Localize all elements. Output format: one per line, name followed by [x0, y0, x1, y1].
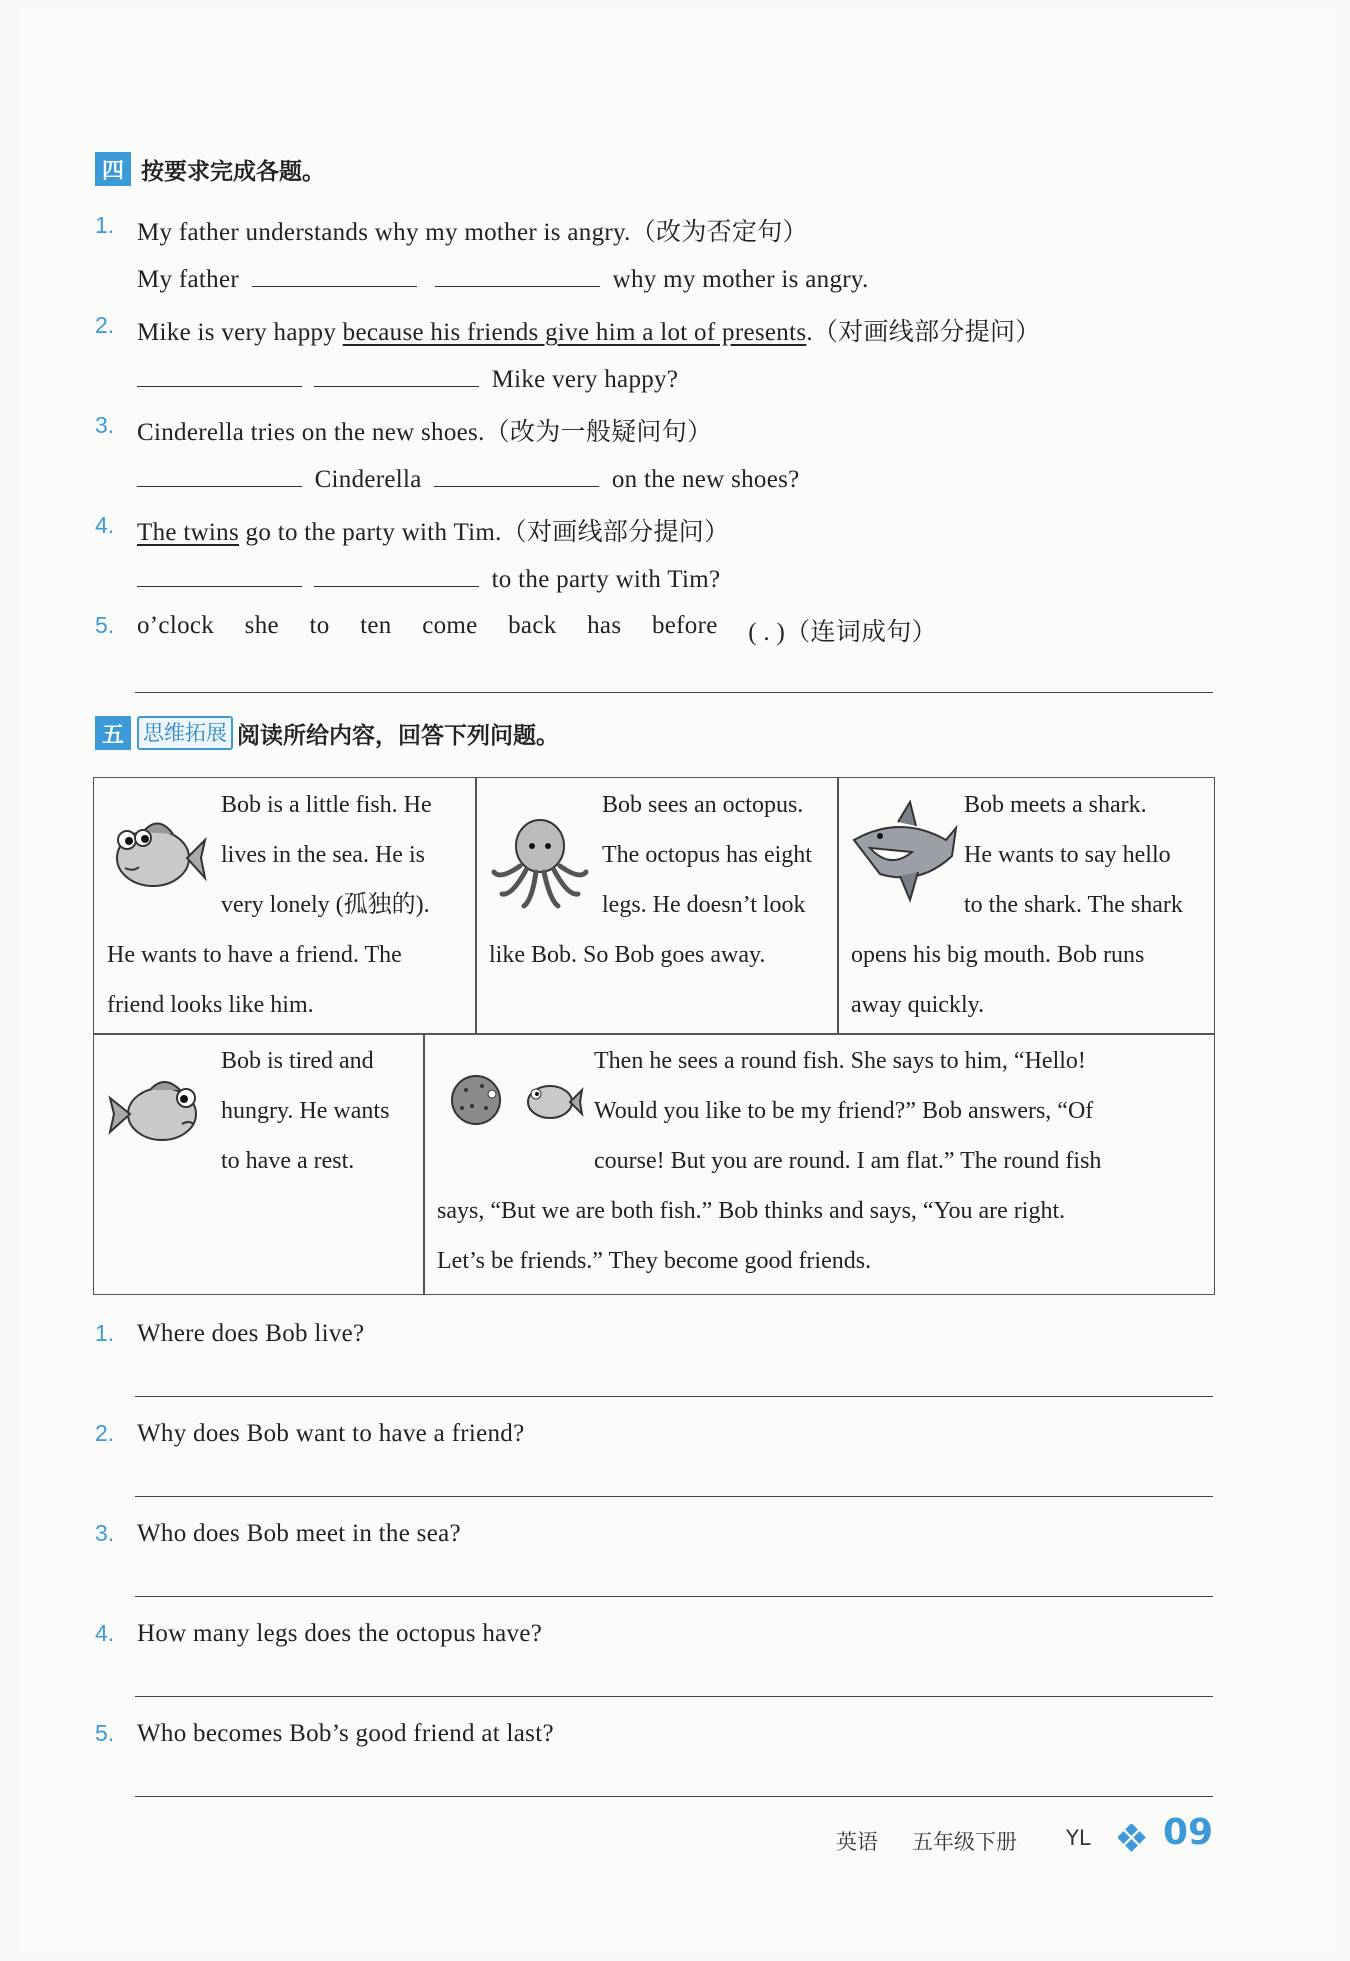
cell-4-line: hungry. He wants	[221, 1098, 390, 1124]
cell-5-text-top	[594, 1036, 1202, 1186]
q4-2-prompt	[137, 312, 1041, 348]
q4-2-pre: Mike is very happy	[137, 319, 343, 346]
cell-1-text-bottom	[107, 930, 465, 1030]
round-fish-and-bob-icon	[442, 1066, 584, 1132]
word: back	[508, 612, 557, 639]
cell-2-line: The octopus has eight	[602, 842, 812, 868]
q4-1-number: 1.	[95, 212, 115, 238]
q4-3-answer-line	[131, 462, 800, 494]
section-4-title: 按要求完成各题。	[141, 158, 325, 185]
q4-4-prompt	[137, 512, 729, 548]
cell-3-line: Bob meets a shark.	[964, 792, 1147, 818]
cell-3-line: opens his big mouth. Bob runs	[851, 942, 1145, 968]
blank[interactable]	[137, 362, 302, 387]
q5-4-number: 4.	[95, 1620, 115, 1646]
q4-3-number: 3.	[95, 412, 115, 438]
q4-4-underlined: The twins	[137, 519, 239, 546]
section-5-number: 五	[95, 716, 131, 750]
cell-1-line: lives in the sea. He is	[221, 842, 425, 868]
word: ( . )（连词成句）	[748, 619, 937, 646]
q4-4-answer-line	[131, 562, 720, 594]
cell-1-text-top	[221, 780, 465, 930]
q4-2-post: .（对画线部分提问）	[806, 319, 1041, 346]
cell-3-line: away quickly.	[851, 992, 985, 1018]
shark-icon	[850, 800, 960, 904]
cell-5-text-bottom	[437, 1186, 1203, 1286]
q5-3-text: Who does Bob meet in the sea?	[137, 1520, 461, 1547]
blank[interactable]	[314, 362, 479, 387]
cell-5-line: says, “But we are both fish.” Bob thinks and says, “You are right.	[437, 1198, 1066, 1224]
q5-5-answer-line[interactable]	[135, 1796, 1213, 1797]
footer-edition: YL	[1066, 1826, 1091, 1850]
section-4-number: 四	[95, 152, 131, 186]
footer-grade: 五年级下册	[912, 1830, 1017, 1854]
q5-5-text: Who becomes Bob’s good friend at last?	[137, 1720, 554, 1747]
cell-2-text-top	[602, 780, 828, 930]
q5-2-number: 2.	[95, 1420, 115, 1446]
q5-2-answer-line[interactable]	[135, 1496, 1213, 1497]
word: has	[587, 612, 622, 639]
q4-4-post: go to the party with Tim.（对画线部分提问）	[239, 519, 730, 546]
cell-5-line: Would you like to be my friend?” Bob answers, “Of	[594, 1098, 1094, 1124]
cell-4-line: Bob is tired and	[221, 1048, 374, 1074]
q5-2-text: Why does Bob want to have a friend?	[137, 1420, 525, 1447]
q4-4-number: 4.	[95, 512, 115, 538]
q5-4-answer-line[interactable]	[135, 1696, 1213, 1697]
fish-bob-icon	[103, 810, 207, 900]
footer-subject: 英语	[836, 1830, 878, 1854]
tired-fish-icon	[106, 1070, 210, 1158]
section-5-title: 阅读所给内容，回答下列问题。	[237, 722, 559, 749]
cell-5-line: course! But you are round. I am flat.” The round fish	[594, 1148, 1102, 1174]
word: to	[309, 612, 330, 639]
q4-4-answer-end: to the party with Tim?	[491, 566, 721, 593]
q5-3-answer-line[interactable]	[135, 1596, 1213, 1597]
cell-2-line: Bob sees an octopus.	[602, 792, 804, 818]
q5-1-number: 1.	[95, 1320, 115, 1346]
q4-5-words	[137, 612, 937, 648]
blank[interactable]	[252, 262, 417, 287]
cell-3-text-bottom	[851, 930, 1204, 1030]
cell-2-line: legs. He doesn’t look	[602, 892, 806, 918]
word: ten	[360, 612, 392, 639]
q4-1-answer-line	[137, 262, 869, 294]
cell-5-line: Let’s be friends.” They become good friends.	[437, 1248, 872, 1274]
cell-3-text-top	[964, 780, 1204, 930]
q4-2-answer-end: Mike very happy?	[491, 366, 679, 393]
word: before	[651, 612, 718, 639]
cell-3-line: to the shark. The shark	[964, 892, 1183, 918]
blank[interactable]	[435, 262, 600, 287]
blank[interactable]	[137, 462, 302, 487]
q4-5-number: 5.	[95, 612, 115, 638]
cell-3-line: He wants to say hello	[964, 842, 1171, 868]
q4-1-prompt: My father understands why my mother is angry.（改为否定句）	[137, 219, 808, 246]
blank[interactable]	[137, 562, 302, 587]
section-4-header	[95, 152, 325, 186]
q5-1-answer-line[interactable]	[135, 1396, 1213, 1397]
cell-4-text	[221, 1036, 414, 1186]
q5-1-text: Where does Bob live?	[137, 1320, 365, 1347]
cell-2-text-bottom	[489, 930, 829, 980]
q4-1-answer-end: why my mother is angry.	[612, 266, 869, 293]
cell-5-line: Then he sees a round fish. She says to him, “Hello!	[594, 1048, 1086, 1074]
page-number: 09	[1163, 1812, 1214, 1853]
q4-3-answer-end: on the new shoes?	[611, 466, 800, 493]
q5-3-number: 3.	[95, 1520, 115, 1546]
blank[interactable]	[314, 562, 479, 587]
octopus-icon	[490, 810, 590, 910]
word: o’clock	[137, 612, 215, 639]
q5-5-number: 5.	[95, 1720, 115, 1746]
q4-2-underlined: because his friends give him a lot of presents	[342, 319, 807, 346]
q4-3-prompt: Cinderella tries on the new shoes.（改为一般疑问句）	[137, 419, 713, 446]
word: she	[244, 612, 279, 639]
cell-1-line: He wants to have a friend. The	[107, 942, 402, 968]
q4-2-number: 2.	[95, 312, 115, 338]
blank[interactable]	[434, 462, 599, 487]
section-5-tag: 思维拓展	[137, 716, 233, 750]
q4-5-answer-line[interactable]	[135, 692, 1213, 693]
cell-4-line: to have a rest.	[221, 1148, 355, 1174]
cell-1-line: Bob is a little fish. He	[221, 792, 432, 818]
q4-2-answer-line	[131, 362, 678, 394]
diamond-icon	[1118, 1824, 1146, 1852]
section-5-header	[95, 716, 559, 750]
q4-1-answer-start: My father	[137, 266, 239, 293]
cell-2-line: like Bob. So Bob goes away.	[489, 942, 766, 968]
q5-4-text: How many legs does the octopus have?	[137, 1620, 543, 1647]
word: come	[422, 612, 478, 639]
q4-3-answer-mid: Cinderella	[314, 466, 422, 493]
cell-1-line: friend looks like him.	[107, 992, 314, 1018]
cell-1-line: very lonely (孤独的).	[221, 892, 430, 918]
